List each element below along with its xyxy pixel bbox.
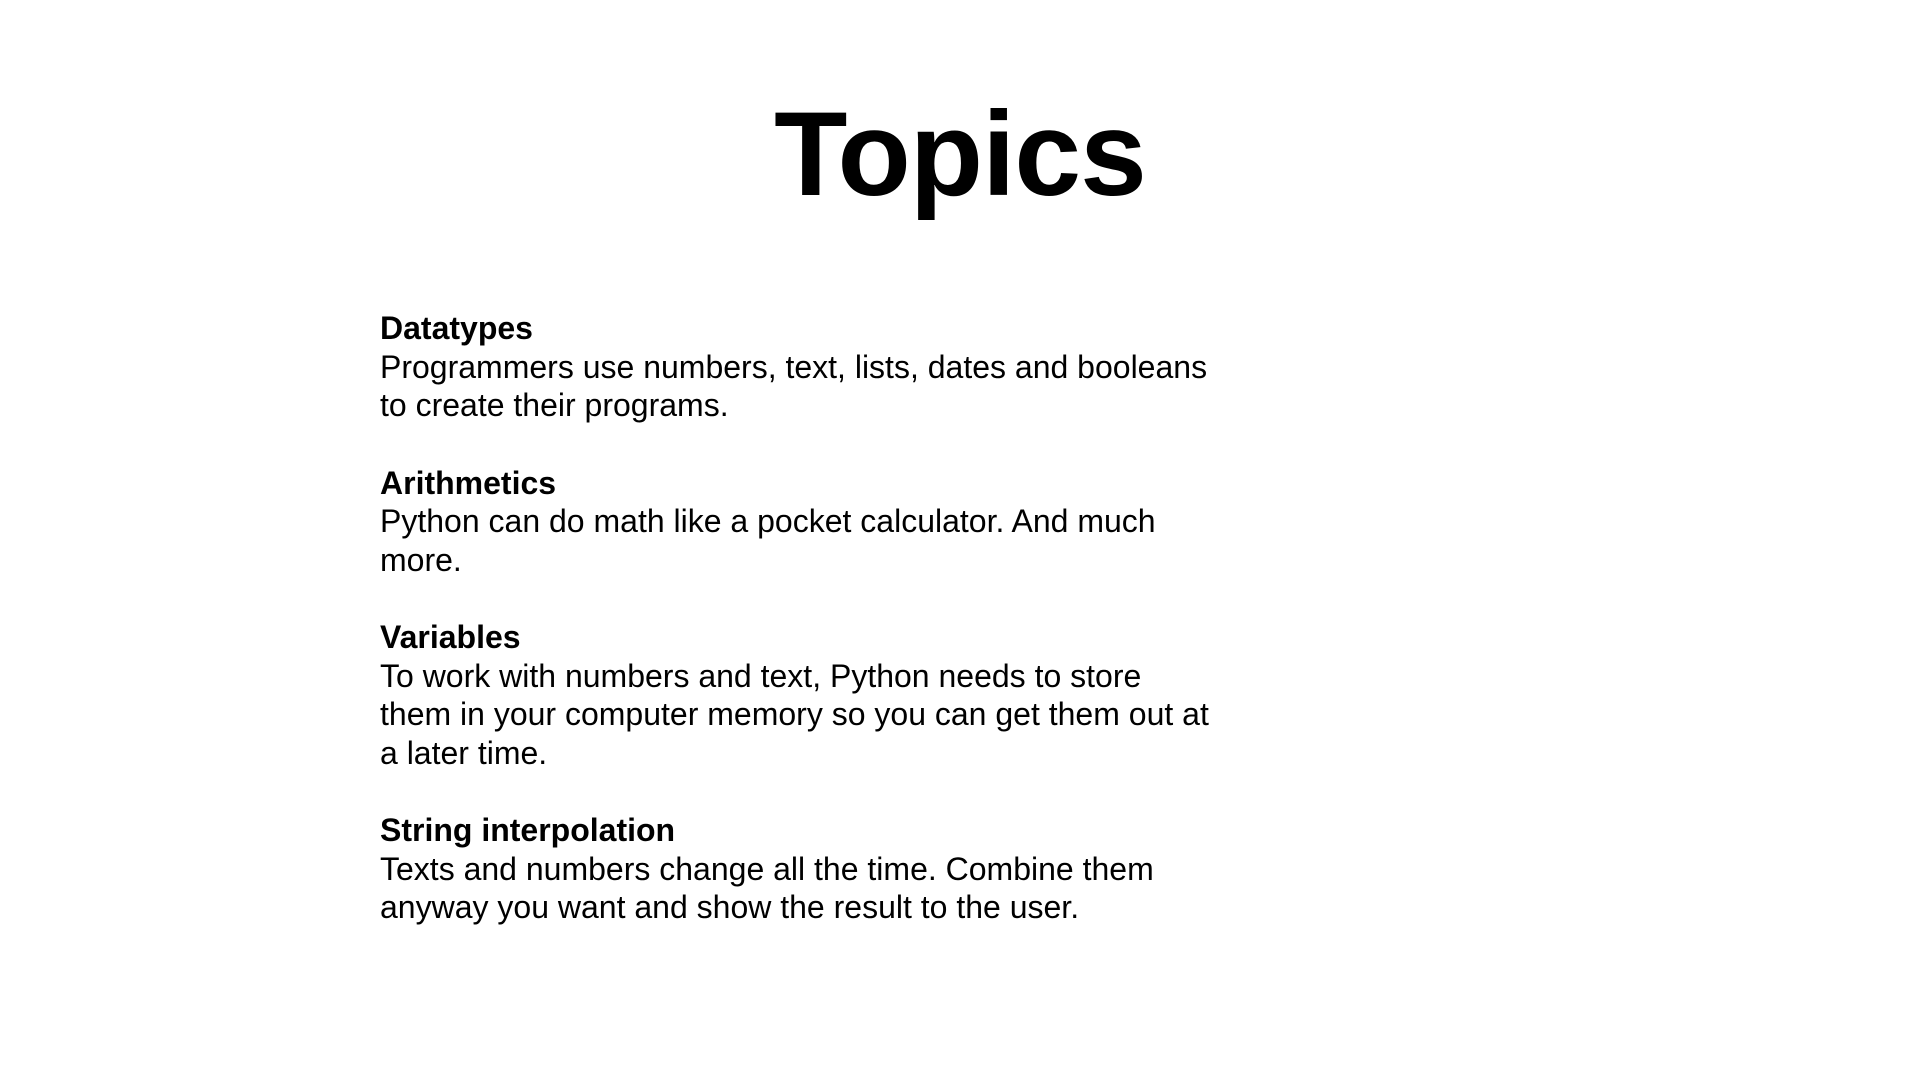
topic-description: Python can do math like a pocket calculator. And much more. [380, 503, 1156, 578]
topic-description: Texts and numbers change all the time. Combine them anyway you want and show the result to the user. [380, 850, 1154, 925]
topic-list [380, 309, 1210, 966]
topic-arithmetics [380, 464, 1210, 580]
topic-heading: Arithmetics [380, 464, 557, 501]
topic-datatypes [380, 309, 1210, 425]
slide-title: Topics [774, 87, 1146, 221]
topic-description: Programmers use numbers, text, lists, dates and booleans to create their programs. [380, 348, 1208, 423]
topic-string-interpolation [380, 811, 1210, 927]
topic-description: To work with numbers and text, Python needs to store them in your computer memory so you can get them out at a later time. [380, 657, 1209, 771]
topic-heading: Variables [380, 619, 521, 655]
topic-variables [380, 618, 1210, 772]
topic-heading: String interpolation [380, 812, 676, 848]
topic-heading: Datatypes [380, 310, 533, 346]
